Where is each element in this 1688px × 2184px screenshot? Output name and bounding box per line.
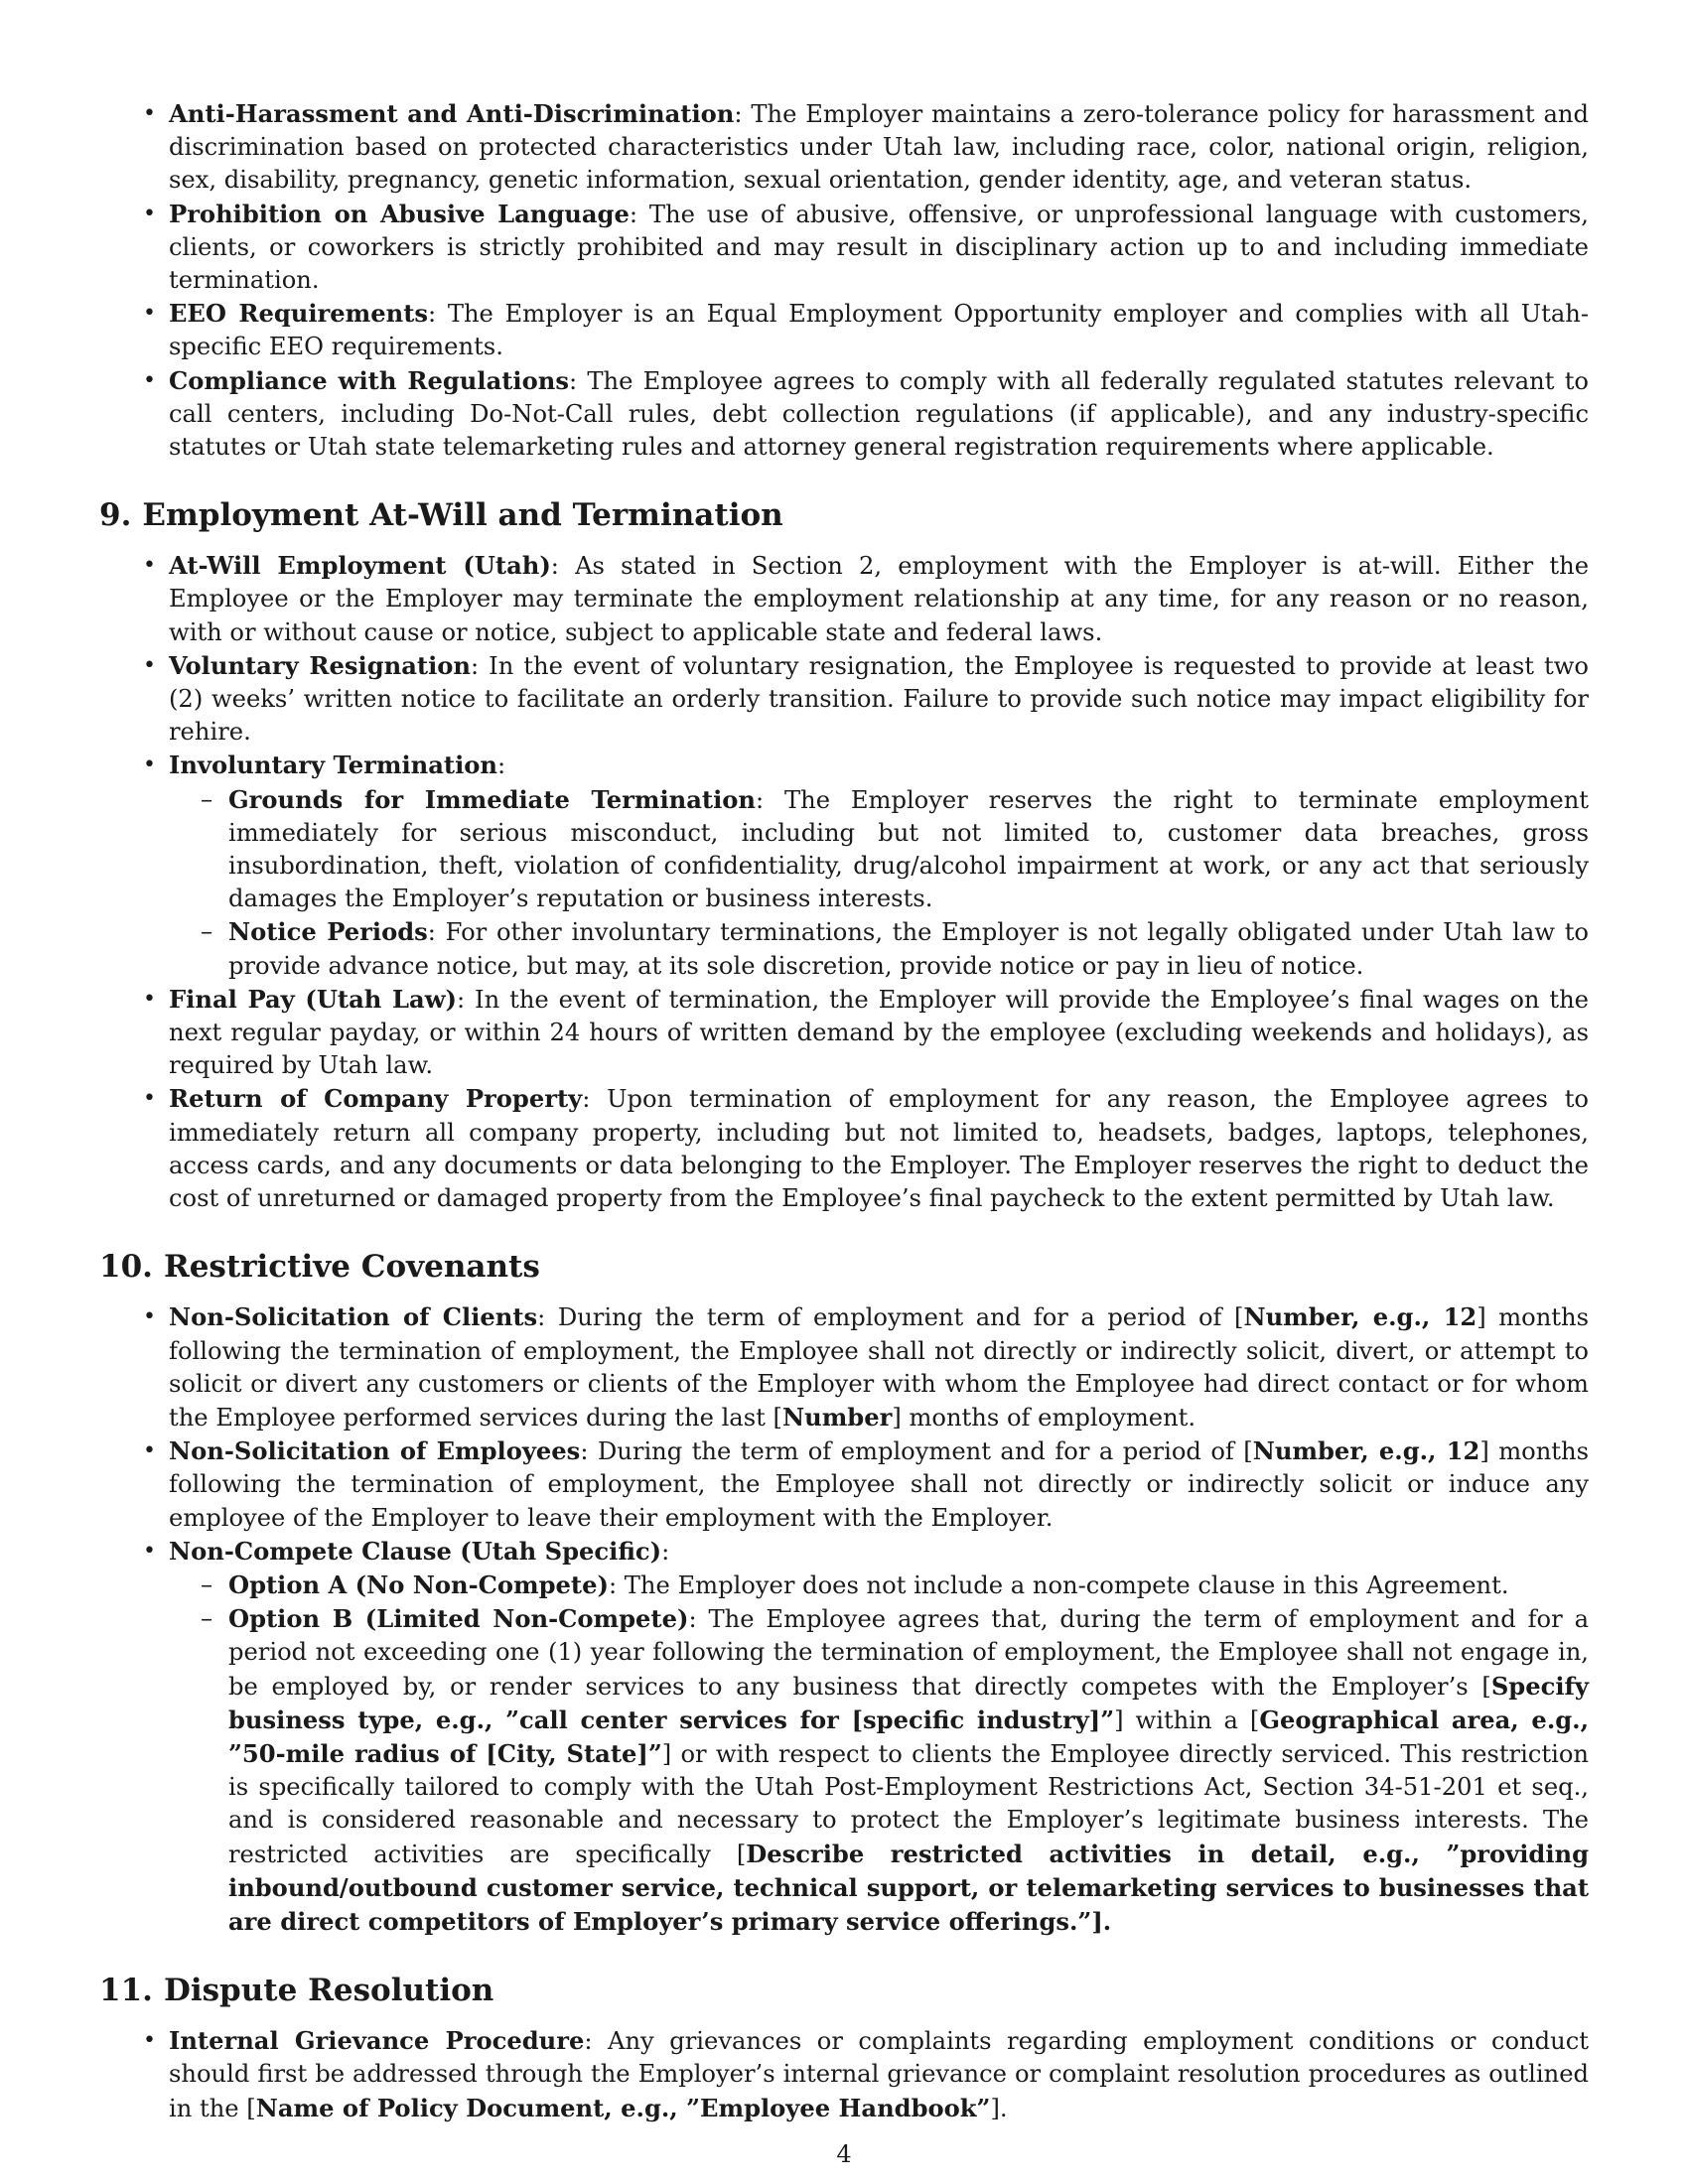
sub-list-item	[228, 1569, 1589, 1602]
list-item	[169, 1300, 1589, 1434]
list-item	[169, 1082, 1589, 1215]
item-text: : The Employee agrees that, during the term of employment and for a period not exceeding one (1) year following the termination of employment, the Employee shall not engage in, be employed by, or render services to any business that directly competes with the Employer’s [	[228, 1605, 1589, 1701]
item-text: : Any grievances or complaints regarding employment conditions or conduct should first be addressed through the Employer’s internal grievance or complaint resolution procedures as outlined in the [	[169, 2027, 1589, 2122]
item-text: ] months following the termination of employment, the Employee shall not directly or indirectly solicit or induce any employee of the Employer to leave their employment with the Employer.	[169, 1437, 1590, 1532]
placeholder-text: Number, e.g., 12	[1243, 1302, 1477, 1332]
item-title: Non-Solicitation of Clients	[169, 1302, 538, 1332]
section-10-list	[99, 1300, 1589, 1939]
item-text: ].	[990, 2094, 1008, 2122]
placeholder-text: Describe restricted activities in detail, e.g., ”providing inbound/outbound customer service, technical support, or telemarketing services to businesses that are direct competitors of Employer’s primary service offerings.”].	[228, 1839, 1590, 1936]
item-text: ] or with respect to clients the Employee directly serviced. This restriction is specifically tailored to comply with the Utah Post-Employment Restrictions Act, Section 34-51-201 et seq., and is considered reasonable and necessary to protect the Employer’s legitimate business interests. The restricted activities are specifically [	[228, 1739, 1589, 1868]
section-title: Restrictive Covenants	[163, 1249, 540, 1286]
placeholder-text: Geographical area, e.g., ”50-mile radius of [City, State]”	[228, 1705, 1589, 1768]
section-8-list	[99, 97, 1589, 464]
item-title: Grounds for Immediate Termination	[228, 784, 756, 814]
section-9-heading	[99, 495, 1589, 535]
sub-list-item	[228, 783, 1589, 916]
item-text: : Upon termination of employment for any reason, the Employee agrees to immediately return all company property, including but not limited to, headsets, badges, laptops, telephones, access cards, and any documents or data belonging to the Employer. The Employer reserves the right to deduct the cost of unreturned or damaged property from the Employee’s final paycheck to the extent permitted by Utah law.	[169, 1085, 1589, 1213]
item-text: : In the event of voluntary resignation, the Employee is requested to provide at least two (2) weeks’ written notice to facilitate an orderly transition. Failure to provide such notice may impact eligibility for rehire.	[169, 651, 1589, 747]
placeholder-text: Number, e.g., 12	[1252, 1436, 1480, 1466]
item-title: Non-Solicitation of Employees	[169, 1436, 581, 1466]
document-body	[99, 97, 1589, 2125]
item-text: :	[661, 1537, 670, 1566]
list-item	[169, 97, 1589, 198]
placeholder-text: Number	[782, 1402, 893, 1432]
item-text: ] months of employment.	[892, 1403, 1196, 1432]
item-title: Prohibition on Abusive Language	[169, 199, 630, 228]
list-item	[169, 1434, 1589, 1535]
section-10-heading	[99, 1247, 1589, 1287]
placeholder-text: Specify business type, e.g., ”call center services for [specific industry]”	[228, 1671, 1589, 1734]
item-text: : For other involuntary terminations, the Employer is not legally obligated under Utah law to provide advance notice, but may, at its sole discretion, provide notice or pay in lieu of notice.	[228, 918, 1589, 980]
item-text: : The Employer reserves the right to terminate employment immediately for serious misconduct, including but not limited to, customer data breaches, gross insubordination, theft, violation of confidentiality, drug/alcohol impairment at work, or any act that seriously damages the Employer’s reputation or business interests.	[228, 785, 1589, 913]
item-text: : As stated in Section 2, employment with the Employer is at-will. Either the Employee or the Employer may terminate the employment relationship at any time, for any reason or no reason, with or without cause or notice, subject to applicable state and federal laws.	[169, 552, 1590, 646]
list-item	[169, 198, 1589, 298]
list-item	[169, 1535, 1589, 1939]
item-text: : The Employer is an Equal Employment Opportunity employer and complies with all Utah-specific EEO requirements.	[169, 300, 1589, 361]
list-item	[169, 549, 1589, 649]
section-9-list	[99, 549, 1589, 1215]
item-text: : During the term of employment and for a period of [	[537, 1303, 1244, 1332]
item-title: Option B (Limited Non-Compete)	[228, 1604, 689, 1634]
item-text: : During the term of employment and for a period of [	[580, 1437, 1253, 1466]
list-item	[169, 364, 1589, 465]
item-text: ] months following the termination of employment, the Employee shall not directly or indirectly solicit, divert, or attempt to solicit or divert any customers or clients of the Employer with whom the Employee had direct contact or for whom the Employee performed services during the last [	[169, 1303, 1589, 1432]
item-text: :	[496, 751, 506, 780]
placeholder-text: Name of Policy Document, e.g., ”Employee Handbook”	[255, 2093, 991, 2122]
item-text: : The use of abusive, offensive, or unprofessional language with customers, clients, or coworkers is strictly prohibited and may result in disciplinary action up to and including immediate termination.	[169, 200, 1589, 295]
section-number: 10.	[99, 1249, 153, 1286]
item-title: Non-Compete Clause (Utah Specific)	[169, 1536, 662, 1566]
item-title: Return of Company Property	[169, 1084, 583, 1114]
item-title: Involuntary Termination	[169, 751, 497, 780]
item-text: ] within a [	[1114, 1706, 1260, 1734]
item-text: : In the event of termination, the Employer will provide the Employee’s final wages on the next regular payday, or within 24 hours of written demand by the employee (excluding weekends and holidays), as required by Utah law.	[169, 985, 1589, 1080]
list-item	[169, 649, 1589, 750]
item-title: At-Will Employment (Utah)	[169, 551, 551, 581]
section-title: Dispute Resolution	[163, 1973, 494, 2009]
item-text: : The Employee agrees to comply with all federally regulated statutes relevant to call centers, including Do-Not-Call rules, debt collection regulations (if applicable), and any industry-specific statutes or Utah state telemarketing rules and attorney general registration requirements where applicable.	[169, 366, 1589, 462]
sub-list-item	[228, 915, 1589, 982]
list-item	[169, 749, 1589, 982]
item-title: Option A (No Non-Compete)	[228, 1570, 609, 1599]
sub-list-item	[228, 1602, 1589, 1939]
item-title: EEO Requirements	[169, 299, 429, 329]
page-number: 4	[836, 2140, 852, 2168]
list-item	[169, 983, 1589, 1083]
section-11-heading	[99, 1971, 1589, 2010]
item-title: Anti-Harassment and Anti-Discrimination	[169, 99, 735, 128]
item-title: Voluntary Resignation	[169, 650, 471, 680]
section-title: Employment At-Will and Termination	[142, 497, 783, 534]
section-number: 11.	[99, 1973, 153, 2009]
section-number: 9.	[99, 497, 132, 534]
involuntary-termination-sublist	[169, 783, 1589, 983]
item-text: : The Employer maintains a zero-tolerance policy for harassment and discrimination based on protected characteristics under Utah law, including race, color, national origin, religion, sex, disability, pregnancy, genetic information, sexual orientation, gender identity, age, and veteran status.	[169, 100, 1589, 195]
item-title: Internal Grievance Procedure	[169, 2026, 585, 2056]
item-title: Final Pay (Utah Law)	[169, 984, 457, 1014]
list-item	[169, 297, 1589, 363]
noncompete-options-sublist	[169, 1569, 1589, 1939]
item-title: Notice Periods	[228, 917, 428, 947]
list-item	[169, 2024, 1589, 2125]
section-11-list	[99, 2024, 1589, 2125]
item-text: : The Employer does not include a non-compete clause in this Agreement.	[608, 1570, 1509, 1599]
item-title: Compliance with Regulations	[169, 365, 569, 395]
